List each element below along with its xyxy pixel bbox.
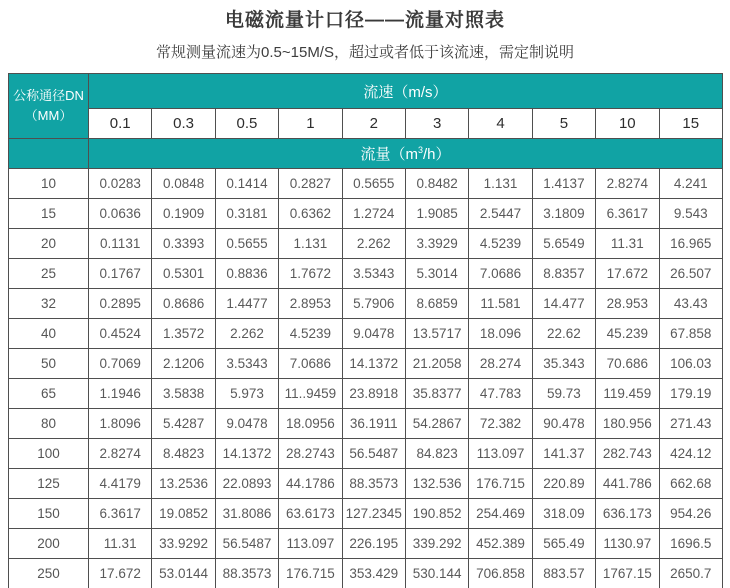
table-row (9, 379, 723, 409)
flow-value-cell: 1.131 (279, 229, 342, 259)
dn-cell: 50 (9, 349, 89, 379)
flow-value-cell: 17.672 (596, 259, 659, 289)
flow-value-cell: 22.62 (532, 319, 595, 349)
flow-value-cell: 1696.5 (659, 529, 722, 559)
flow-value-cell: 13.2536 (152, 469, 215, 499)
flow-value-cell: 339.292 (405, 529, 468, 559)
flow-value-cell: 5.6549 (532, 229, 595, 259)
flow-value-cell: 0.0636 (89, 199, 152, 229)
flow-value-cell: 2.5447 (469, 199, 532, 229)
flow-value-cell: 132.536 (405, 469, 468, 499)
flow-value-cell: 11.31 (596, 229, 659, 259)
flow-value-cell: 424.12 (659, 439, 722, 469)
flow-value-cell: 0.3393 (152, 229, 215, 259)
flow-value-cell: 441.786 (596, 469, 659, 499)
flow-value-cell: 113.097 (279, 529, 342, 559)
flow-value-cell: 0.8836 (215, 259, 278, 289)
flow-value-cell: 0.0283 (89, 169, 152, 199)
velocity-value-header: 4 (469, 109, 532, 139)
dn-cell: 100 (9, 439, 89, 469)
flow-value-cell: 3.5838 (152, 379, 215, 409)
flow-header-superscript: 3 (417, 145, 423, 155)
dn-cell: 80 (9, 409, 89, 439)
flow-header-suffix: /h） (422, 146, 451, 163)
flow-value-cell: 7.0686 (469, 259, 532, 289)
flow-value-cell: 1.1946 (89, 379, 152, 409)
flow-value-cell: 8.8357 (532, 259, 595, 289)
flow-value-cell: 44.1786 (279, 469, 342, 499)
flow-value-cell: 11.31 (89, 529, 152, 559)
flow-value-cell: 0.3181 (215, 199, 278, 229)
flow-value-cell: 5.7906 (342, 289, 405, 319)
flow-value-cell: 14.1372 (342, 349, 405, 379)
flow-value-cell: 1.3572 (152, 319, 215, 349)
flow-value-cell: 11..9459 (279, 379, 342, 409)
flow-value-cell: 180.956 (596, 409, 659, 439)
table-row (9, 409, 723, 439)
table-row (9, 469, 723, 499)
dn-cell: 25 (9, 259, 89, 289)
flow-value-cell: 0.2827 (279, 169, 342, 199)
flow-value-cell: 1.7672 (279, 259, 342, 289)
dn-cell: 15 (9, 199, 89, 229)
velocity-header: 流速（m/s） (89, 74, 723, 109)
dn-cell: 200 (9, 529, 89, 559)
flow-value-cell: 1767.15 (596, 559, 659, 588)
flow-value-cell: 9.543 (659, 199, 722, 229)
flow-value-cell: 47.783 (469, 379, 532, 409)
flow-value-cell: 72.382 (469, 409, 532, 439)
flow-value-cell: 3.3929 (405, 229, 468, 259)
flow-value-cell: 2.262 (342, 229, 405, 259)
flow-value-cell: 84.823 (405, 439, 468, 469)
flow-value-cell: 2.262 (215, 319, 278, 349)
flow-value-cell: 0.5655 (215, 229, 278, 259)
flow-value-cell: 0.4524 (89, 319, 152, 349)
table-body (9, 169, 723, 588)
flow-value-cell: 3.1809 (532, 199, 595, 229)
dn-cell: 40 (9, 319, 89, 349)
flow-value-cell: 18.0956 (279, 409, 342, 439)
flow-value-cell: 0.5655 (342, 169, 405, 199)
flow-value-cell: 53.0144 (152, 559, 215, 588)
flow-value-cell: 35.343 (532, 349, 595, 379)
dn-cell: 250 (9, 559, 89, 588)
flow-value-cell: 5.3014 (405, 259, 468, 289)
flow-value-cell: 6.3617 (89, 499, 152, 529)
velocity-value-header: 0.5 (215, 109, 278, 139)
flow-value-cell: 353.429 (342, 559, 405, 588)
flow-value-cell: 28.953 (596, 289, 659, 319)
table-row (9, 349, 723, 379)
flow-value-cell: 54.2867 (405, 409, 468, 439)
flow-value-cell: 36.1911 (342, 409, 405, 439)
velocity-value-header: 5 (532, 109, 595, 139)
velocity-value-header: 1 (279, 109, 342, 139)
dn-cell: 10 (9, 169, 89, 199)
flow-value-cell: 565.49 (532, 529, 595, 559)
table-row (9, 199, 723, 229)
flow-value-cell: 56.5487 (342, 439, 405, 469)
flow-header-prefix: 流量（m (360, 146, 418, 163)
table-row (9, 169, 723, 199)
flow-value-cell: 2.1206 (152, 349, 215, 379)
dn-cell: 20 (9, 229, 89, 259)
flow-value-cell: 4.4179 (89, 469, 152, 499)
flow-value-cell: 141.37 (532, 439, 595, 469)
velocity-value-header: 15 (659, 109, 722, 139)
flow-header-row (9, 139, 723, 169)
flow-value-cell: 18.096 (469, 319, 532, 349)
dn-cell: 150 (9, 499, 89, 529)
flow-value-cell: 0.7069 (89, 349, 152, 379)
corner-empty-cell (9, 139, 89, 169)
flow-value-cell: 1.8096 (89, 409, 152, 439)
flow-value-cell: 1.9085 (405, 199, 468, 229)
table-row (9, 529, 723, 559)
flow-value-cell: 179.19 (659, 379, 722, 409)
velocity-value-header: 2 (342, 109, 405, 139)
flow-value-cell: 56.5487 (215, 529, 278, 559)
flow-value-cell: 954.26 (659, 499, 722, 529)
flow-value-cell: 127.2345 (342, 499, 405, 529)
flow-value-cell: 17.672 (89, 559, 152, 588)
corner-header (9, 74, 89, 139)
flow-value-cell: 0.2895 (89, 289, 152, 319)
velocity-value-header: 0.1 (89, 109, 152, 139)
flow-value-cell: 59.73 (532, 379, 595, 409)
flow-value-cell: 706.858 (469, 559, 532, 588)
flow-value-cell: 45.239 (596, 319, 659, 349)
flow-value-cell: 67.858 (659, 319, 722, 349)
flow-value-cell: 254.469 (469, 499, 532, 529)
flow-value-cell: 113.097 (469, 439, 532, 469)
flow-value-cell: 5.4287 (152, 409, 215, 439)
table-row (9, 499, 723, 529)
flow-value-cell: 119.459 (596, 379, 659, 409)
flow-value-cell: 11.581 (469, 289, 532, 319)
flow-value-cell: 0.1414 (215, 169, 278, 199)
flow-value-cell: 22.0893 (215, 469, 278, 499)
flow-value-cell: 28.274 (469, 349, 532, 379)
flow-value-cell: 16.965 (659, 229, 722, 259)
flow-value-cell: 176.715 (469, 469, 532, 499)
flow-value-cell: 8.6859 (405, 289, 468, 319)
flow-value-cell: 271.43 (659, 409, 722, 439)
flow-value-cell: 190.852 (405, 499, 468, 529)
table-row (9, 289, 723, 319)
flow-value-cell: 21.2058 (405, 349, 468, 379)
flow-value-cell: 0.1909 (152, 199, 215, 229)
page-subtitle: 常规测量流速为0.5~15M/S，超过或者低于该流速，需定制说明 (156, 44, 574, 61)
flow-value-cell: 0.8686 (152, 289, 215, 319)
flow-value-cell: 70.686 (596, 349, 659, 379)
flow-value-cell: 2.8274 (596, 169, 659, 199)
flow-value-cell: 883.57 (532, 559, 595, 588)
dn-cell: 65 (9, 379, 89, 409)
table-row (9, 439, 723, 469)
flow-value-cell: 530.144 (405, 559, 468, 588)
flow-value-cell: 13.5717 (405, 319, 468, 349)
flow-value-cell: 88.3573 (215, 559, 278, 588)
corner-header-line2: （MM） (24, 108, 73, 123)
flow-value-cell: 9.0478 (215, 409, 278, 439)
flow-value-cell: 4.5239 (279, 319, 342, 349)
flow-value-cell: 7.0686 (279, 349, 342, 379)
dn-cell: 32 (9, 289, 89, 319)
flow-value-cell: 226.195 (342, 529, 405, 559)
flow-value-cell: 1130.97 (596, 529, 659, 559)
flow-value-cell: 6.3617 (596, 199, 659, 229)
flow-value-cell: 636.173 (596, 499, 659, 529)
flow-value-cell: 1.4137 (532, 169, 595, 199)
flow-value-cell: 14.477 (532, 289, 595, 319)
flow-value-cell: 28.2743 (279, 439, 342, 469)
flow-value-cell: 43.43 (659, 289, 722, 319)
flow-value-cell: 19.0852 (152, 499, 215, 529)
flow-value-cell: 14.1372 (215, 439, 278, 469)
flow-value-cell: 2.8953 (279, 289, 342, 319)
flow-value-cell: 63.6173 (279, 499, 342, 529)
flow-value-cell: 35.8377 (405, 379, 468, 409)
flow-value-cell: 3.5343 (342, 259, 405, 289)
flow-value-cell: 8.4823 (152, 439, 215, 469)
flow-value-cell: 9.0478 (342, 319, 405, 349)
flow-value-cell: 4.5239 (469, 229, 532, 259)
flow-value-cell: 3.5343 (215, 349, 278, 379)
flow-value-cell: 282.743 (596, 439, 659, 469)
velocity-header-row (9, 74, 723, 109)
flow-value-cell: 1.131 (469, 169, 532, 199)
flow-value-cell: 0.8482 (405, 169, 468, 199)
flow-value-cell: 4.241 (659, 169, 722, 199)
flow-value-cell: 2.8274 (89, 439, 152, 469)
flow-value-cell: 106.03 (659, 349, 722, 379)
flow-comparison-table (8, 73, 723, 588)
table-row (9, 229, 723, 259)
flow-value-cell: 23.8918 (342, 379, 405, 409)
velocity-value-header: 3 (405, 109, 468, 139)
flow-header (89, 139, 723, 169)
flow-value-cell: 2650.7 (659, 559, 722, 588)
table-row (9, 559, 723, 588)
flow-value-cell: 90.478 (532, 409, 595, 439)
velocity-value-header: 0.3 (152, 109, 215, 139)
flow-value-cell: 33.9292 (152, 529, 215, 559)
flow-value-cell: 0.0848 (152, 169, 215, 199)
flow-value-cell: 452.389 (469, 529, 532, 559)
corner-header-line1: 公称通径DN (13, 87, 84, 103)
flow-value-cell: 1.2724 (342, 199, 405, 229)
flow-value-cell: 662.68 (659, 469, 722, 499)
velocity-values-row (9, 109, 723, 139)
velocity-value-header: 10 (596, 109, 659, 139)
flow-value-cell: 88.3573 (342, 469, 405, 499)
flow-value-cell: 0.1131 (89, 229, 152, 259)
table-row (9, 319, 723, 349)
dn-cell: 125 (9, 469, 89, 499)
flow-value-cell: 0.6362 (279, 199, 342, 229)
flow-value-cell: 31.8086 (215, 499, 278, 529)
flow-value-cell: 26.507 (659, 259, 722, 289)
flow-value-cell: 0.5301 (152, 259, 215, 289)
flow-value-cell: 318.09 (532, 499, 595, 529)
table-row (9, 259, 723, 289)
flow-value-cell: 176.715 (279, 559, 342, 588)
page-title: 电磁流量计口径——流量对照表 (224, 10, 505, 31)
flow-value-cell: 220.89 (532, 469, 595, 499)
flow-value-cell: 0.1767 (89, 259, 152, 289)
flow-value-cell: 5.973 (215, 379, 278, 409)
flow-value-cell: 1.4477 (215, 289, 278, 319)
